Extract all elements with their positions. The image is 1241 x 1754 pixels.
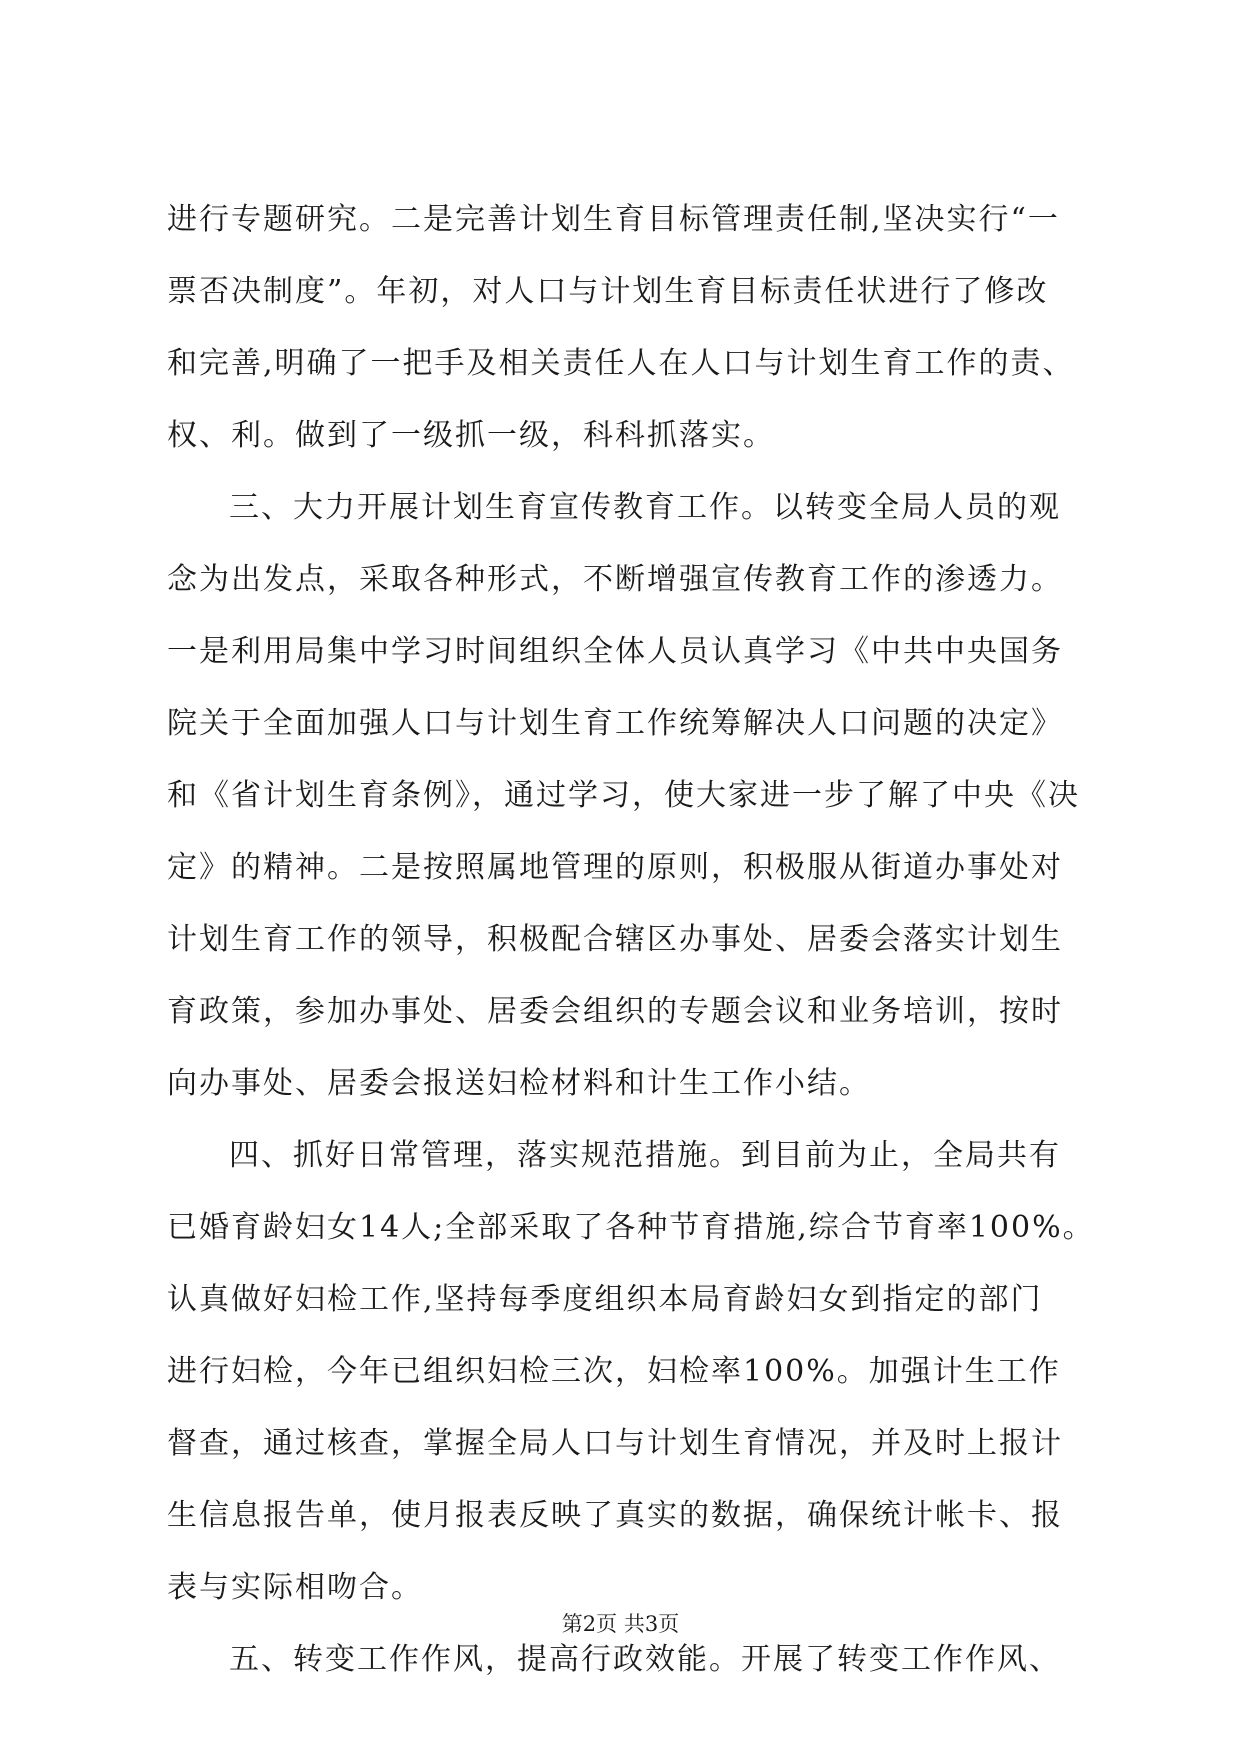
text-line: 计划生育工作的领导，积极配合辖区办事处、居委会落实计划生 <box>167 922 1063 957</box>
document-body <box>167 202 1127 1717</box>
text-line: 向办事处、居委会报送妇检材料和计生工作小结。 <box>167 1066 871 1101</box>
text-line: 进行妇检，今年已组织妇检三次，妇检率100%。加强计生工作 <box>167 1354 1061 1389</box>
page-footer: 第2页 共3页 <box>561 1612 680 1636</box>
text-line: 和完善,明确了一把手及相关责任人在人口与计划生育工作的责、 <box>167 346 1075 381</box>
section-heading-line: 三、大力开展计划生育宣传教育工作。以转变全局人员的观 <box>229 490 1061 525</box>
text-line: 票否决制度”。年初，对人口与计划生育目标责任状进行了修改 <box>167 274 1049 309</box>
text-line: 育政策，参加办事处、居委会组织的专题会议和业务培训，按时 <box>167 994 1063 1029</box>
text-line: 进行专题研究。二是完善计划生育目标管理责任制,坚决实行“一 <box>167 202 1060 237</box>
text-line: 一是利用局集中学习时间组织全体人员认真学习《中共中央国务 <box>167 634 1063 669</box>
text-line: 督查，通过核查，掌握全局人口与计划生育情况，并及时上报计 <box>167 1426 1063 1461</box>
text-line: 定》的精神。二是按照属地管理的原则，积极服从街道办事处对 <box>167 850 1063 885</box>
section-heading-line: 五、转变工作作风，提高行政效能。开展了转变工作作风、 <box>229 1642 1061 1677</box>
text-line: 和《省计划生育条例》，通过学习，使大家进一步了解了中央《决 <box>167 778 1080 813</box>
text-line: 权、利。做到了一级抓一级，科科抓落实。 <box>167 418 775 453</box>
text-line: 生信息报告单，使月报表反映了真实的数据，确保统计帐卡、报 <box>167 1498 1063 1533</box>
section-heading-line: 四、抓好日常管理，落实规范措施。到目前为止，全局共有 <box>229 1138 1061 1173</box>
text-line: 认真做好妇检工作,坚持每季度组织本局育龄妇女到指定的部门 <box>167 1282 1043 1317</box>
text-line: 表与实际相吻合。 <box>167 1570 423 1605</box>
text-line: 念为出发点，采取各种形式，不断增强宣传教育工作的渗透力。 <box>167 562 1063 597</box>
text-line: 已婚育龄妇女14人;全部采取了各种节育措施,综合节育率100%。 <box>167 1210 1095 1245</box>
text-line: 院关于全面加强人口与计划生育工作统筹解决人口问题的决定》 <box>167 706 1063 741</box>
